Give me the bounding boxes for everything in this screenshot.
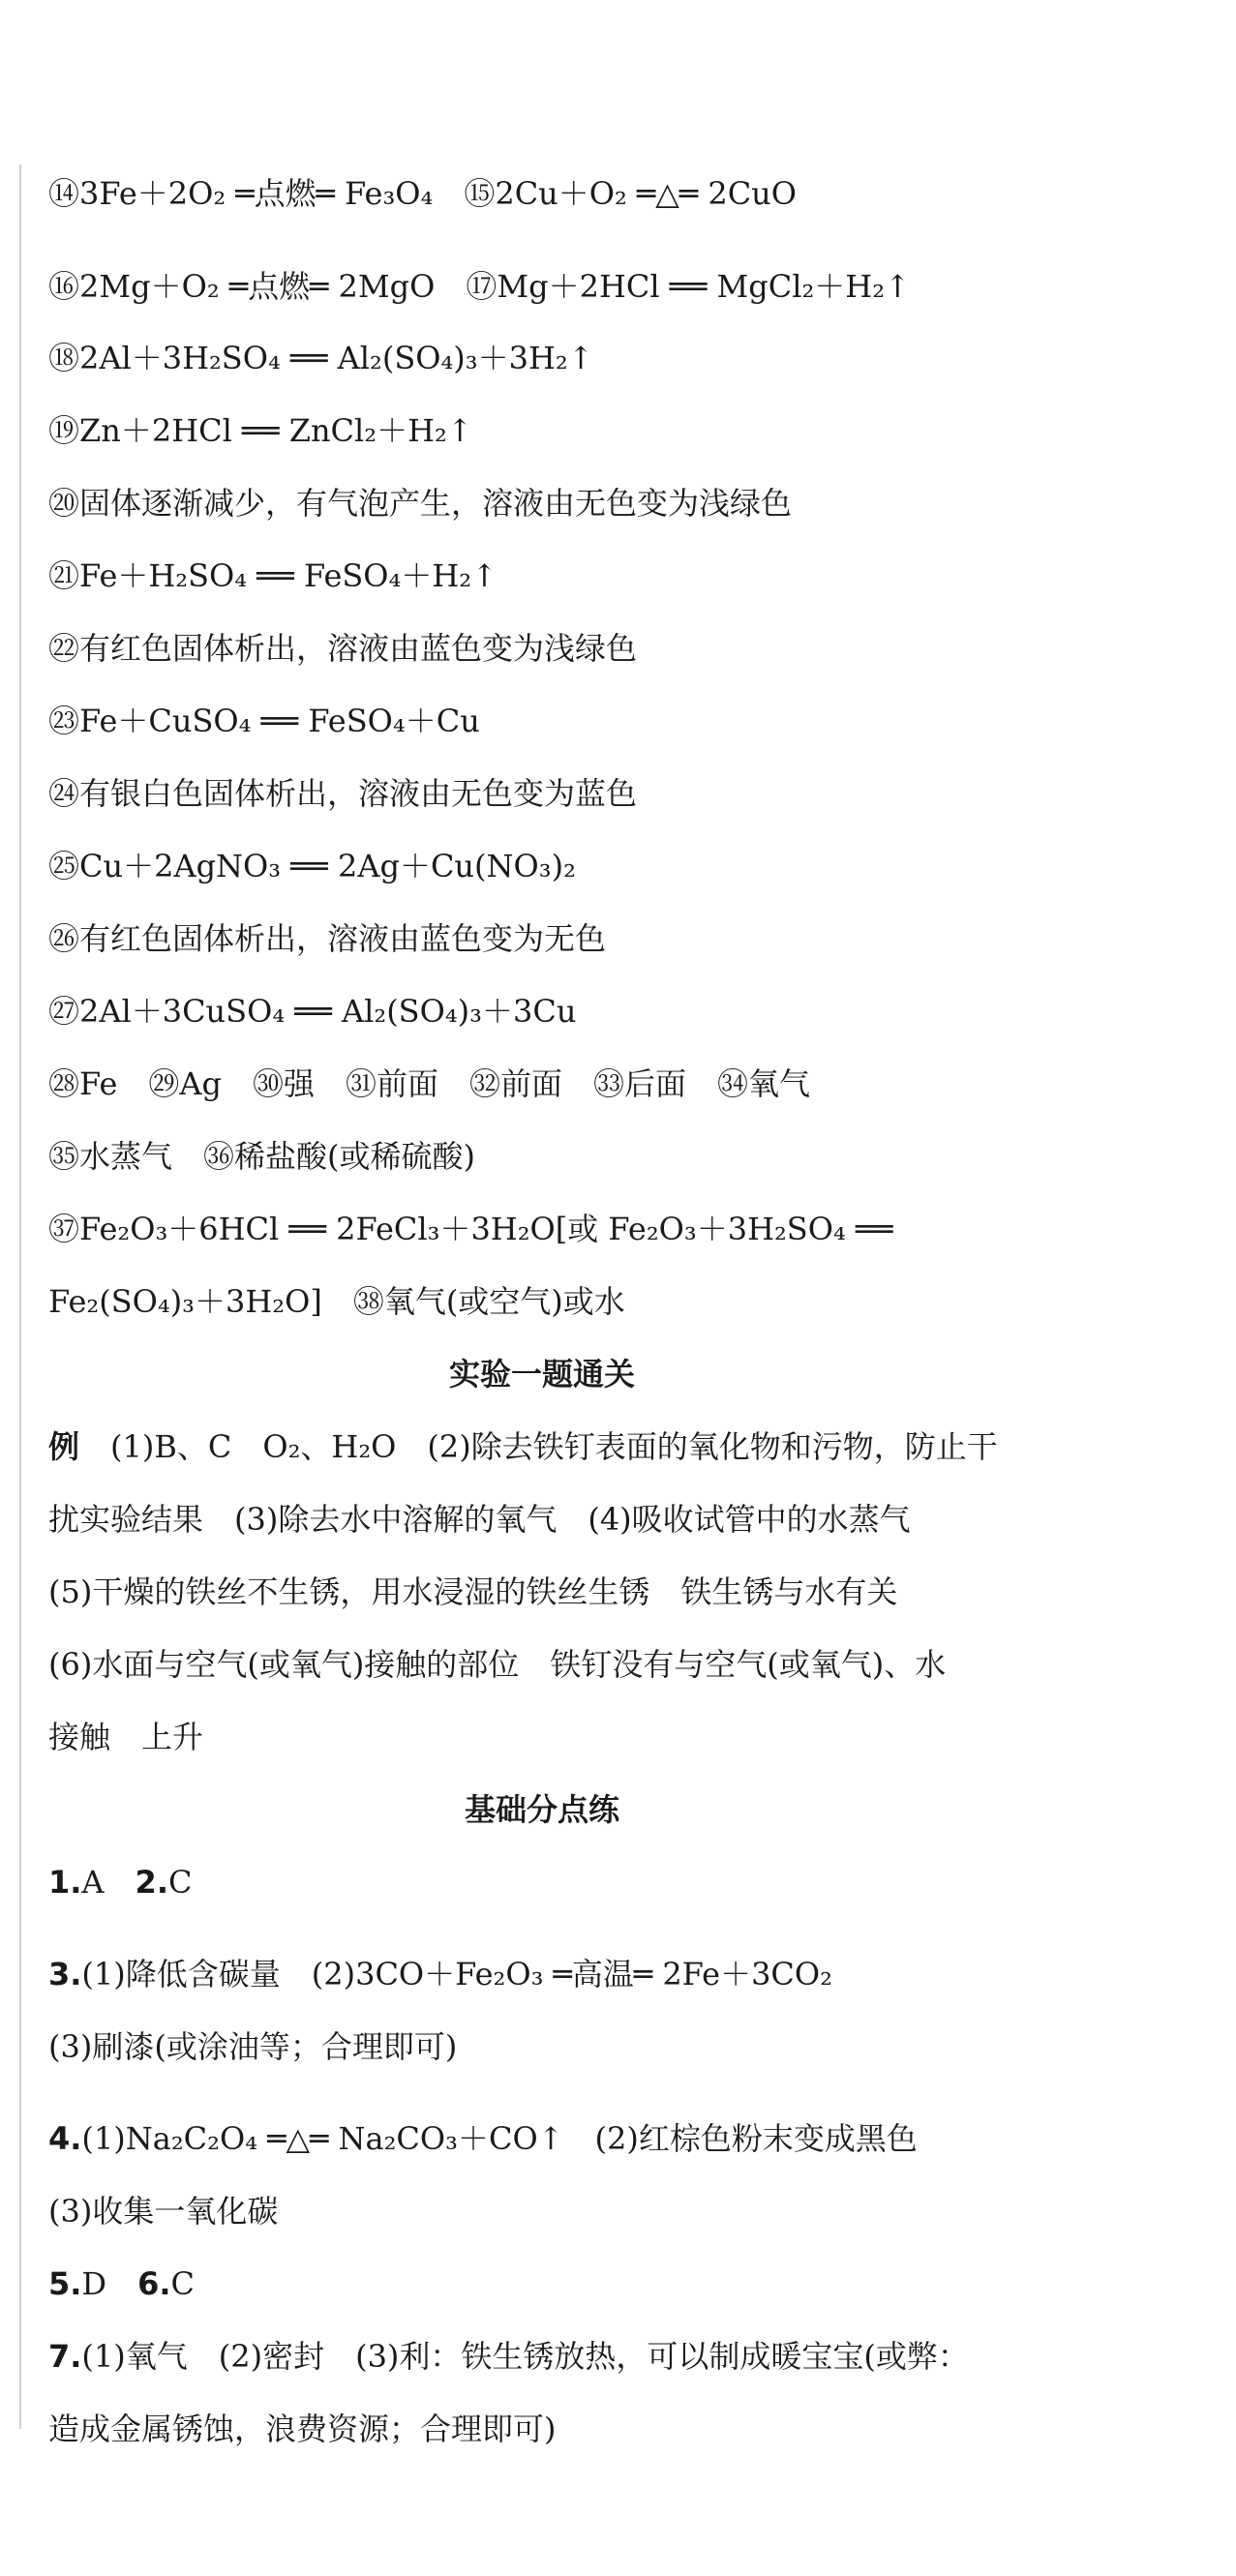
item-number: 5. bbox=[48, 2265, 82, 2302]
item-answer: C bbox=[167, 1864, 193, 1901]
answer-line-28-34: ㉘Fe ㉙Ag ㉚强 ㉛前面 ㉜前面 ㉝后面 ㉞氧气 bbox=[48, 1065, 810, 1102]
basics-item-3 bbox=[48, 1955, 832, 1993]
item-answer: (1)氧气 (2)密封 (3)利：铁生锈放热，可以制成暖宝宝(或弊： bbox=[81, 2338, 969, 2375]
answer-line-37: ㊲Fe₂O₃＋6HCl ══ 2FeCl₃＋3H₂O[或 Fe₂O₃＋3H₂SO₄ ══ bbox=[48, 1211, 893, 1247]
item-number: 2. bbox=[135, 1864, 168, 1901]
answer-line-35-36: ㉟水蒸气 ㊱稀盐酸(或稀硫酸) bbox=[48, 1138, 475, 1175]
example-line-2: 扰实验结果 (3)除去水中溶解的氧气 (4)吸收试管中的水蒸气 bbox=[48, 1501, 911, 1538]
basics-item-3-cont: (3)刷漆(或涂油等；合理即可) bbox=[48, 2028, 458, 2065]
example-label: 例 bbox=[48, 1428, 80, 1465]
basics-item-5-6 bbox=[48, 2264, 195, 2303]
basics-item-7 bbox=[48, 2337, 969, 2376]
answer-line-16-17: ⑯2Mg＋O₂ ═点燃═ 2MgO ⑰Mg＋2HCl ══ MgCl₂＋H₂↑ bbox=[48, 268, 911, 305]
answer-line-24: ㉔有银白色固体析出，溶液由无色变为蓝色 bbox=[48, 775, 638, 812]
answer-line-23: ㉓Fe＋CuSO₄ ══ FeSO₄＋Cu bbox=[48, 703, 480, 739]
item-answer: C bbox=[170, 2265, 195, 2302]
basics-item-4 bbox=[48, 2119, 918, 2158]
item-number: 4. bbox=[48, 2120, 82, 2157]
item-answer: D bbox=[81, 2265, 138, 2302]
answer-line-22: ㉒有红色固体析出，溶液由蓝色变为浅绿色 bbox=[48, 630, 638, 667]
answer-line-20: ⑳固体逐渐减少，有气泡产生，溶液由无色变为浅绿色 bbox=[48, 485, 793, 522]
example-text-1: (1)B、C O₂、H₂O (2)除去铁钉表面的氧化物和污物，防止干 bbox=[110, 1428, 998, 1465]
answer-line-25: ㉕Cu＋2AgNO₃ ══ 2Ag＋Cu(NO₃)₂ bbox=[48, 848, 576, 884]
item-answer: (1)Na₂C₂O₄ ═△═ Na₂CO₃＋CO↑ (2)红棕色粉末变成黑色 bbox=[81, 2120, 918, 2157]
example-line-4: (6)水面与空气(或氧气)接触的部位 铁钉没有与空气(或氧气)、水 bbox=[48, 1646, 947, 1683]
item-answer: (1)降低含碳量 (2)3CO＋Fe₂O₃ ═高温═ 2Fe＋3CO₂ bbox=[81, 1956, 832, 1992]
item-number: 7. bbox=[48, 2338, 82, 2375]
item-number: 3. bbox=[48, 1956, 82, 1992]
item-number: 6. bbox=[137, 2265, 171, 2302]
section-title-basics: 基础分点练 bbox=[464, 1791, 619, 1828]
item-number: 1. bbox=[48, 1864, 82, 1901]
basics-item-7-cont: 造成金属锈蚀，浪费资源；合理即可) bbox=[48, 2411, 557, 2447]
answer-line-18: ⑱2Al＋3H₂SO₄ ══ Al₂(SO₄)₃＋3H₂↑ bbox=[48, 340, 594, 376]
answer-line-21: ㉑Fe＋H₂SO₄ ══ FeSO₄＋H₂↑ bbox=[48, 557, 497, 594]
answer-line-27: ㉗2Al＋3CuSO₄ ══ Al₂(SO₄)₃＋3Cu bbox=[48, 993, 577, 1030]
basics-item-4-cont: (3)收集一氧化碳 bbox=[48, 2193, 279, 2230]
example-line-5: 接触 上升 bbox=[48, 1719, 204, 1755]
answer-line-19: ⑲Zn＋2HCl ══ ZnCl₂＋H₂↑ bbox=[48, 412, 473, 449]
answer-line-26: ㉖有红色固体析出，溶液由蓝色变为无色 bbox=[48, 920, 607, 957]
example-line-3: (5)干燥的铁丝不生锈，用水浸湿的铁丝生锈 铁生锈与水有关 bbox=[48, 1573, 898, 1610]
basics-item-1-2 bbox=[48, 1863, 192, 1902]
section-title-experiment: 实验一题通关 bbox=[448, 1356, 635, 1393]
answer-line-37-cont: Fe₂(SO₄)₃＋3H₂O] ㊳氧气(或空气)或水 bbox=[48, 1283, 625, 1320]
example-line-1 bbox=[48, 1427, 998, 1466]
answer-line-14-15: ⑭3Fe＋2O₂ ═点燃═ Fe₃O₄ ⑮2Cu＋O₂ ═△═ 2CuO bbox=[48, 175, 798, 212]
item-answer: A bbox=[81, 1864, 136, 1901]
margin-rule bbox=[19, 165, 21, 2429]
